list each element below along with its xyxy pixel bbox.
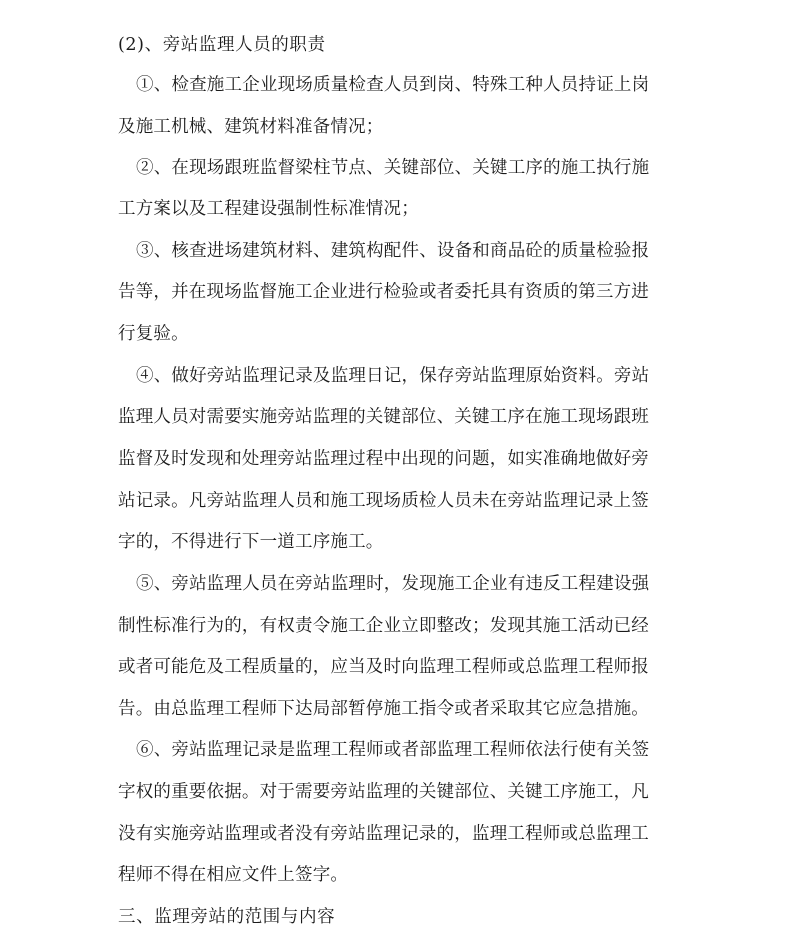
item-6-line-3: 没有实施旁站监理或者没有旁站监理记录的，监理工程师或总监理工: [118, 824, 649, 844]
item-4-line-5: 字的，不得进行下一道工序施工。: [118, 532, 384, 552]
item-1-line-1: ①、检查施工企业现场质量检查人员到岗、特殊工种人员持证上岗: [136, 75, 650, 95]
item-6-line-4: 程师不得在相应文件上签字。: [118, 865, 349, 885]
item-5-line-3: 或者可能危及工程质量的，应当及时向监理工程师或总监理工程师报: [118, 657, 649, 677]
item-5-line-4: 告。由总监理工程师下达局部暂停施工指令或者采取其它应急措施。: [118, 699, 649, 719]
item-6-line-1: ⑥、旁站监理记录是监理工程师或者部监理工程师依法行使有关签: [136, 740, 650, 760]
item-1-line-2: 及施工机械、建筑材料准备情况；: [118, 117, 384, 137]
item-5-line-2: 制性标准行为的，有权责令施工企业立即整改；发现其施工活动已经: [118, 616, 649, 636]
item-4-line-2: 监理人员对需要实施旁站监理的关键部位、关键工序在施工现场跟班: [118, 407, 649, 427]
item-6-line-2: 字权的重要依据。对于需要旁站监理的关键部位、关键工序施工，凡: [118, 782, 649, 802]
item-2-line-1: ②、在现场跟班监督梁柱节点、关键部位、关键工序的施工执行施: [136, 158, 650, 178]
item-3-line-1: ③、核查进场建筑材料、建筑构配件、设备和商品砼的质量检验报: [136, 241, 650, 261]
item-4-line-1: ④、做好旁站监理记录及监理日记，保存旁站监理原始资料。旁站: [136, 366, 650, 386]
item-2-line-2: 工方案以及工程建设强制性标准情况；: [118, 199, 419, 219]
item-3-line-2: 告等，并在现场监督施工企业进行检验或者委托具有资质的第三方进: [118, 282, 649, 302]
next-section-heading: 三、监理旁站的范围与内容: [118, 907, 336, 927]
item-4-line-4: 站记录。凡旁站监理人员和施工现场质检人员未在旁站监理记录上签: [118, 491, 649, 511]
item-4-line-3: 监督及时发现和处理旁站监理过程中出现的问题，如实准确地做好旁: [118, 449, 649, 469]
item-3-line-3: 行复验。: [118, 324, 189, 344]
section-heading: (2)、旁站监理人员的职责: [118, 35, 326, 55]
item-5-line-1: ⑤、旁站监理人员在旁站监理时，发现施工企业有违反工程建设强: [136, 574, 650, 594]
